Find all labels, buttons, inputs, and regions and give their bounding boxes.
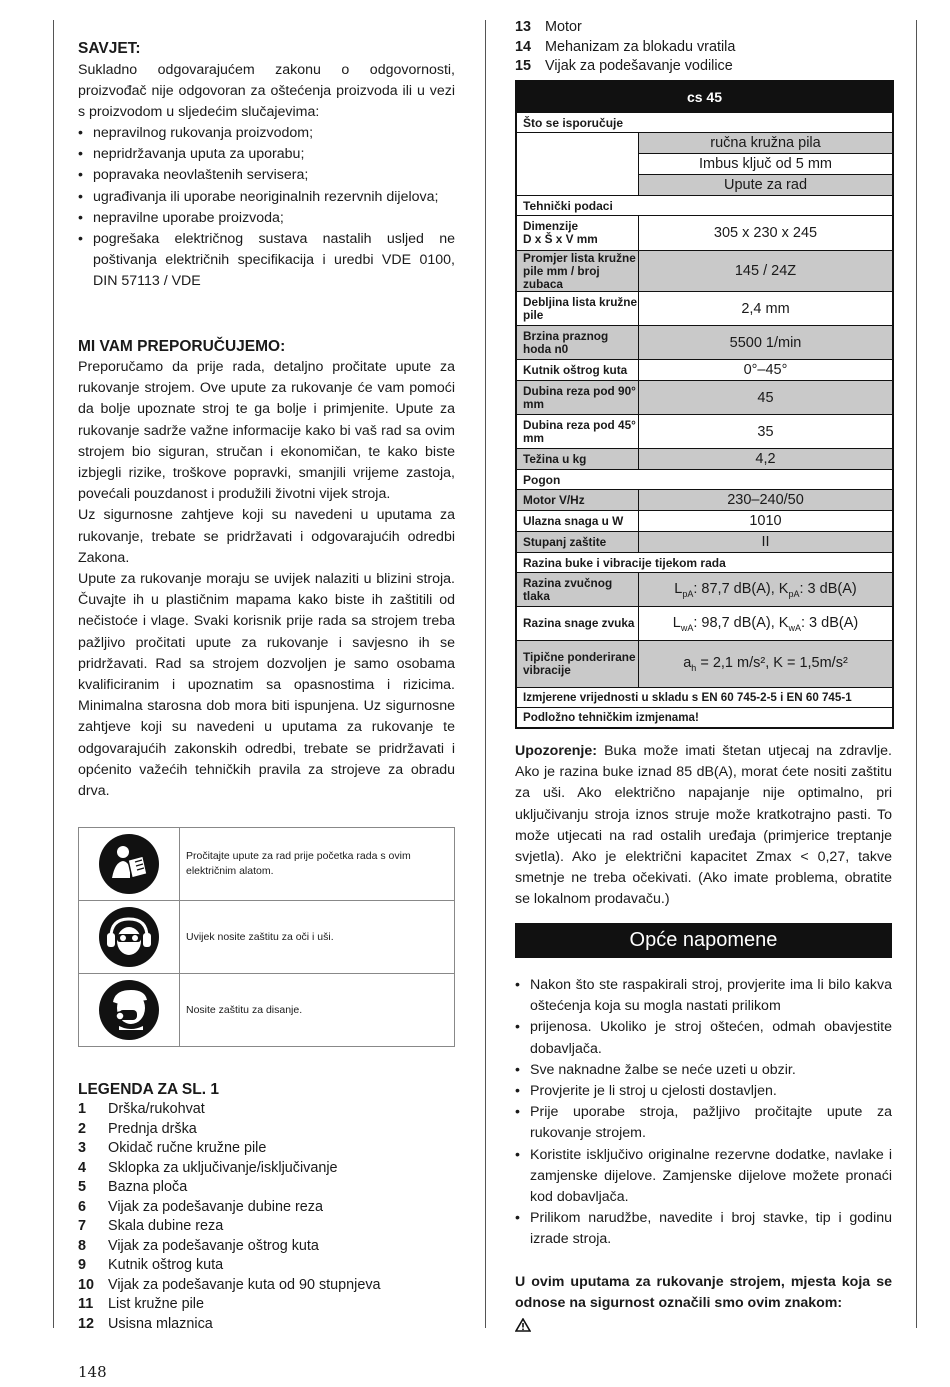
savjet-heading: SAVJET: xyxy=(78,40,141,57)
spec-row xyxy=(516,449,893,470)
recommend-heading: MI VAM PREPORUČUJEMO: xyxy=(78,338,286,355)
legend-list-continued xyxy=(515,18,892,77)
value-subscript: wA xyxy=(680,622,694,633)
legend-number: 14 xyxy=(515,38,532,55)
savjet-item: • popravaka neovlaštenih servisera; xyxy=(78,165,455,186)
legend-number: 9 xyxy=(78,1257,87,1273)
spec-label: Težina u kg xyxy=(516,449,639,470)
spec-value: 305 x 230 x 245 xyxy=(639,216,894,251)
legend-item xyxy=(78,1237,455,1257)
savjet-item: • nepravilnog rukovanja proizvodom; xyxy=(78,123,455,144)
recommend-paragraph-2: Uz sigurnosne zahtjeve koji su navedeni u uputama za rukovanje, trebate se pridržavati i odgovarajućih odredbi Zakona. xyxy=(78,507,455,566)
general-note-item: • prijenosa. Ukoliko je stroj oštećen, odmah obavjestite dobavljača. xyxy=(515,1017,892,1059)
legend-item xyxy=(515,18,892,38)
spec-value xyxy=(639,573,894,607)
spec-row xyxy=(516,360,893,381)
legend-text: Vijak za podešavanje kuta od 90 stupnjeva xyxy=(108,1276,381,1293)
legend-text: Okidač ručne kružne pile xyxy=(108,1140,267,1156)
supplied-item: Imbus ključ od 5 mm xyxy=(639,154,894,175)
spec-section-supplied: Što se isporučuje xyxy=(516,113,893,133)
legend-text: Bazna ploča xyxy=(108,1179,188,1195)
noise-rows xyxy=(516,573,893,688)
safety-text: Pročitajte upute za rad prije početka rada s ovim električnim alatom. xyxy=(180,828,455,901)
value-part: : 98,7 dB(A), K xyxy=(693,614,789,631)
savjet-item: • ugrađivanja ili uporabe neoriginalnih rezervnih dijelova; xyxy=(78,187,455,208)
legend-number: 8 xyxy=(78,1237,87,1254)
legend-text: Vijak za podešavanje vodilice xyxy=(545,58,733,74)
legend-item xyxy=(78,1256,455,1276)
spec-label: Dimenzije D x Š x V mm xyxy=(516,216,639,251)
legend-number: 4 xyxy=(78,1159,87,1176)
safety-row xyxy=(79,901,455,974)
spec-row xyxy=(516,532,893,553)
spec-label: Motor V/Hz xyxy=(516,490,639,511)
legend-list xyxy=(78,1100,455,1334)
spec-label: Dubina reza pod 90° mm xyxy=(516,381,639,415)
general-notes-list xyxy=(515,975,892,1251)
spec-label: Ulazna snaga u W xyxy=(516,511,639,532)
warning-triangle-icon xyxy=(515,1318,531,1339)
legend-item xyxy=(78,1178,455,1198)
read-manual-icon xyxy=(99,834,159,894)
recommend-text xyxy=(78,357,455,802)
left-border-line xyxy=(53,20,54,1328)
spec-label: Debljina lista kružne pile xyxy=(516,292,639,326)
legend-text: Prednja drška xyxy=(108,1120,197,1137)
supplied-item: ručna kružna pila xyxy=(639,133,894,154)
legend-number: 13 xyxy=(515,19,532,35)
savjet-intro: Sukladno odgovarajućem zakonu o odgovornosti, proizvođač nije odgovoran za oštećenja proizvoda ili u vezi s proizvodom u sljedećim slučajevima: xyxy=(78,62,455,121)
spec-row xyxy=(516,326,893,360)
tech-rows xyxy=(516,216,893,470)
legend-number: 12 xyxy=(78,1315,95,1332)
eye-ear-protection-icon xyxy=(99,907,159,967)
center-divider-line xyxy=(485,20,486,1328)
legend-number: 2 xyxy=(78,1120,87,1137)
drive-rows xyxy=(516,490,893,553)
legend-item xyxy=(78,1139,455,1159)
legend-item xyxy=(78,1120,455,1140)
legend-number: 6 xyxy=(78,1198,87,1215)
legend-text: Motor xyxy=(545,19,582,35)
spec-value: II xyxy=(639,532,894,553)
spec-label: Kutnik oštrog kuta xyxy=(516,360,639,381)
spec-value: 5500 1/min xyxy=(639,326,894,360)
savjet-list xyxy=(78,123,455,293)
legend-text: Vijak za podešavanje dubine reza xyxy=(108,1198,323,1215)
spec-value xyxy=(639,641,894,688)
savjet-item: • nepridržavanja uputa za uporabu; xyxy=(78,144,455,165)
savjet-item: • nepravilne uporabe proizvoda; xyxy=(78,208,455,229)
spec-row xyxy=(516,216,893,251)
general-note-item: • Nakon što ste raspakirali stroj, provjerite ima li bilo kakva oštećenja koja su mogla nastati prilikom xyxy=(515,975,892,1017)
legend-text: List kružne pile xyxy=(108,1296,204,1312)
spec-section-tech: Tehnički podaci xyxy=(516,196,893,216)
spec-row xyxy=(516,490,893,511)
value-part: L xyxy=(672,614,681,631)
general-note-item: • Prilikom narudžbe, navedite i broj stavke, tip i godinu izrade stroja. xyxy=(515,1208,892,1250)
legend-heading: LEGENDA ZA SL. 1 xyxy=(78,1081,219,1098)
spec-value: 145 / 24Z xyxy=(639,251,894,292)
legend-text: Vijak za podešavanje oštrog kuta xyxy=(108,1237,319,1254)
legend-text: Drška/rukohvat xyxy=(108,1101,205,1117)
value-subscript: pA xyxy=(788,588,800,599)
legend-number: 11 xyxy=(78,1296,94,1312)
spec-label: Brzina praznog hoda n0 xyxy=(516,326,639,360)
spec-section-drive: Pogon xyxy=(516,470,893,490)
safety-marking-text: U ovim uputama za rukovanje strojem, mjesta koja se odnose na sigurnost označili smo ovim znakom: xyxy=(515,1274,892,1312)
respirator-icon xyxy=(99,980,159,1040)
page-number: 148 xyxy=(78,1363,107,1381)
spec-label: Tipične ponderirane vibracije xyxy=(516,641,639,688)
safety-marking-note xyxy=(515,1272,892,1340)
spec-value: 0°–45° xyxy=(639,360,894,381)
legend-number: 3 xyxy=(78,1140,87,1156)
legend-text: Usisna mlaznica xyxy=(108,1315,213,1332)
spec-value: 2,4 mm xyxy=(639,292,894,326)
legend-item xyxy=(78,1159,455,1179)
legend-item xyxy=(515,57,892,77)
warning-text: Buka može imati štetan utjecaj na zdravlje. Ako je razina buke iznad 85 dB(A), morat ćete nositi zaštitu za uši. Ako električno napajanje nije optimalno, pri uključivanju stroja iznos struje može kratkotrajno pasti. To može utjecati na rad ostalih uređaja (primjerice treptanje svjetla). Ako je električni kapacitet Zmax < 0,27, takve smetnje ne treba očekivati. (Ako imate problema, obratite se lokalnom prodavaču.) xyxy=(515,743,892,908)
savjet-item: • pogrešaka električnog sustava nastalih usljed ne poštivanja električnih specifikacija i uredbi VDE 0100, DIN 57113 / VDE xyxy=(78,229,455,293)
legend-item xyxy=(78,1295,455,1315)
spec-value: 1010 xyxy=(639,511,894,532)
spec-value: 45 xyxy=(639,381,894,415)
spec-note-changes: Podložno tehničkim izmjenama! xyxy=(516,708,893,729)
value-part: : 3 dB(A) xyxy=(801,614,859,631)
legend-text: Skala dubine reza xyxy=(108,1218,224,1234)
spec-row xyxy=(516,251,893,292)
supplied-item: Upute za rad xyxy=(639,175,894,196)
legend-text: Kutnik oštrog kuta xyxy=(108,1257,224,1273)
warning-paragraph xyxy=(515,741,892,911)
spec-value: 230–240/50 xyxy=(639,490,894,511)
legend-item xyxy=(78,1276,455,1296)
legend-number: 15 xyxy=(515,58,532,74)
safety-symbols-table xyxy=(78,827,455,1047)
legend-number: 5 xyxy=(78,1179,87,1195)
legend-text: Sklopka za uključivanje/isključivanje xyxy=(108,1159,338,1176)
legend-number: 7 xyxy=(78,1218,87,1234)
spec-label: Stupanj zaštite xyxy=(516,532,639,553)
legend-number: 1 xyxy=(78,1101,87,1117)
legend-item xyxy=(78,1217,455,1237)
general-notes-banner: Opće napomene xyxy=(515,923,892,958)
spec-value: 4,2 xyxy=(639,449,894,470)
value-part: : 87,7 dB(A), K xyxy=(693,580,789,597)
general-note-item: • Prije uporabe stroja, pažljivo pročitajte upute za rukovanje strojem. xyxy=(515,1102,892,1144)
safety-text: Nosite zaštitu za disanje. xyxy=(180,974,455,1047)
spec-value: 35 xyxy=(639,415,894,449)
legend-item xyxy=(78,1198,455,1218)
spec-note-measured: Izmjerene vrijednosti u skladu s EN 60 745-2-5 i EN 60 745-1 xyxy=(516,688,893,708)
spec-row xyxy=(516,573,893,607)
right-border-line xyxy=(916,20,917,1328)
spec-label: Razina snage zvuka xyxy=(516,607,639,641)
legend-number: 10 xyxy=(78,1276,95,1293)
spec-row xyxy=(516,415,893,449)
value-part: : 3 dB(A) xyxy=(799,580,857,597)
general-note-item: • Koristite isključivo originalne rezervne dodatke, navlake i zamjenske dijelove. Zamjenske dijelove možete pronaći kod dobavljača. xyxy=(515,1145,892,1209)
recommend-paragraph-3: Upute za rukovanje moraju se uvijek nalaziti u blizini stroja. Čuvajte ih u plastičnim mapama kako biste ih zaštitili od nečistoće i vlage. Svaki korisnik prije rada sa strojem treba pažljivo pročitati upute za rukovanje i savjesno ih se pridržavati. Rad sa strojem dozvoljen je samo osobama kvalificiranim i upoznatim sa opasnostima i rizicima. Minimalna starosna dob mora biti ispunjena. Uz sigurnosne zahtjeve koji su navedeni u uputama za rukovanje te odgovarajućih zakonskih odredbi, trebate se pridržavati i općenito važećih tehničkih pravila za strojeve za obradu drva. xyxy=(78,571,455,800)
value-part: L xyxy=(674,580,683,597)
spec-label: Dubina reza pod 45° mm xyxy=(516,415,639,449)
spec-table xyxy=(515,80,894,729)
safety-row xyxy=(79,828,455,901)
spec-label: Promjer lista kružne pile mm / broj zubaca xyxy=(516,251,639,292)
spec-row xyxy=(516,607,893,641)
value-part: = 2,1 m/s², K = 1,5m/s² xyxy=(696,655,848,672)
general-note-item: • Provjerite je li stroj u cjelosti dostavljen. xyxy=(515,1081,892,1102)
spec-row xyxy=(516,381,893,415)
recommend-paragraph-1: Preporučamo da prije rada, detaljno pročitate upute za rukovanje strojem. Ove upute za rukovanje će vam pomoći da bolje upoznate stroj te ga bolje i primjenite. Upute za rukovanje sadrže važne informacije kako bi vaš rad sa ovim strojem bio siguran, stručan i ekonomičan, te kako biste izbjegli rizike, troškove popravki, smanjili vrijeme zastoja, povećali pouzdanost i produžili životni vijek stroja. xyxy=(78,359,455,503)
legend-item xyxy=(515,38,892,58)
value-subscript: wA xyxy=(788,622,801,633)
spec-value xyxy=(639,607,894,641)
spec-title: cs 45 xyxy=(516,81,893,113)
legend-item xyxy=(78,1100,455,1120)
spec-row xyxy=(516,292,893,326)
spec-row xyxy=(516,641,893,688)
value-subscript: pA xyxy=(682,588,694,599)
legend-text: Mehanizam za blokadu vratila xyxy=(545,38,736,55)
safety-row xyxy=(79,974,455,1047)
spec-section-noise: Razina buke i vibracije tijekom rada xyxy=(516,553,893,573)
spec-label: Razina zvučnog tlaka xyxy=(516,573,639,607)
value-part: a xyxy=(683,655,692,672)
value-subscript: h xyxy=(691,662,697,673)
general-note-item: • Sve naknadne žalbe se neće uzeti u obzir. xyxy=(515,1060,892,1081)
legend-item xyxy=(78,1315,455,1335)
spec-row xyxy=(516,511,893,532)
warning-label: Upozorenje: xyxy=(515,743,597,759)
safety-text: Uvijek nosite zaštitu za oči i uši. xyxy=(180,901,455,974)
